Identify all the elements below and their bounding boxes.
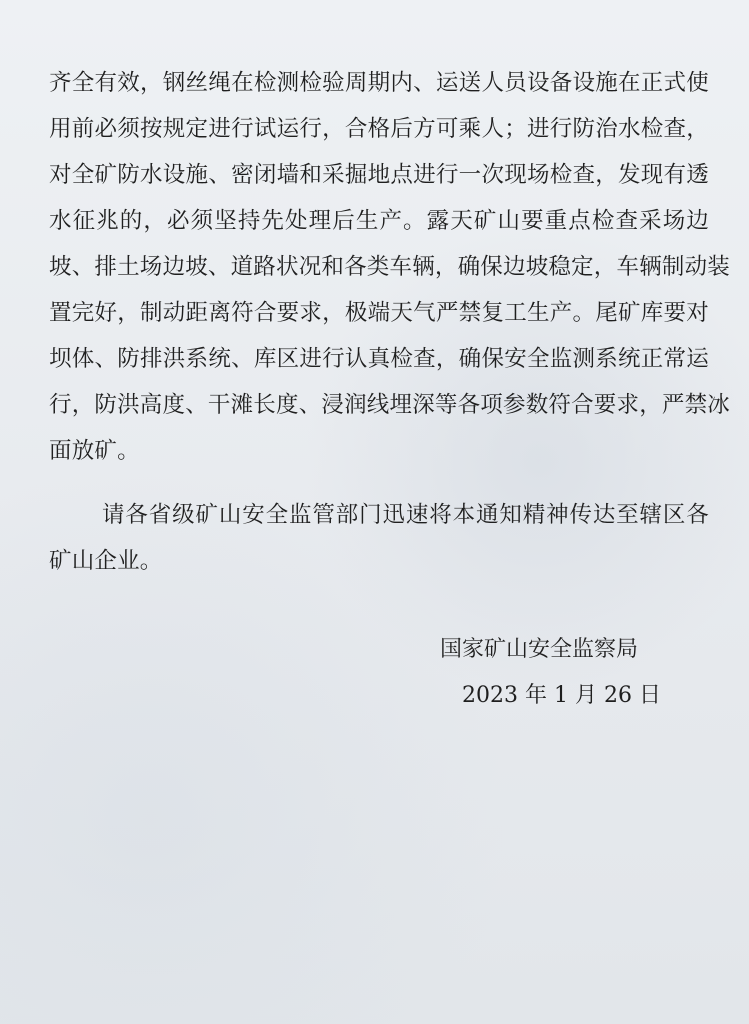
text-line: 矿山企业。 [49,548,163,574]
text-line: 齐全有效，钢丝绳在检测检验周期内、运送人员设备设施在正式使 [49,70,709,96]
text-line-indented [49,492,709,538]
text-line: 对全矿防水设施、密闭墙和采掘地点进行一次现场检查，发现有透 [49,162,709,188]
text-line: 坡、排土场边坡、道路状况和各类车辆，确保边坡稳定，车辆制动装 [49,254,731,280]
paragraph-gap [49,474,709,492]
text-line-content: 请各省级矿山安全监管部门迅速将本通知精神传达至辖区各 [102,502,709,528]
text-line: 行，防洪高度、干滩长度、浸润线埋深等各项参数符合要求，严禁冰 [49,392,731,418]
text-line: 置完好，制动距离符合要求，极端天气严禁复工生产。尾矿库要对 [49,300,709,326]
document-body [49,60,731,584]
text-line: 用前必须按规定进行试运行，合格后方可乘人；进行防治水检查， [49,116,709,142]
issue-date: 2023 年 1 月 26 日 [462,683,661,708]
paragraph-notification-instruction [49,492,709,584]
issuing-agency: 国家矿山安全监察局 [440,637,639,662]
text-line: 面放矿。 [49,438,140,464]
text-line: 坝体、防排洪系统、库区进行认真检查，确保安全监测系统正常运 [49,346,709,372]
paragraph-safety-inspection [49,60,731,474]
text-line: 水征兆的，必须坚持先处理后生产。露天矿山要重点检查采场边 [49,208,709,234]
